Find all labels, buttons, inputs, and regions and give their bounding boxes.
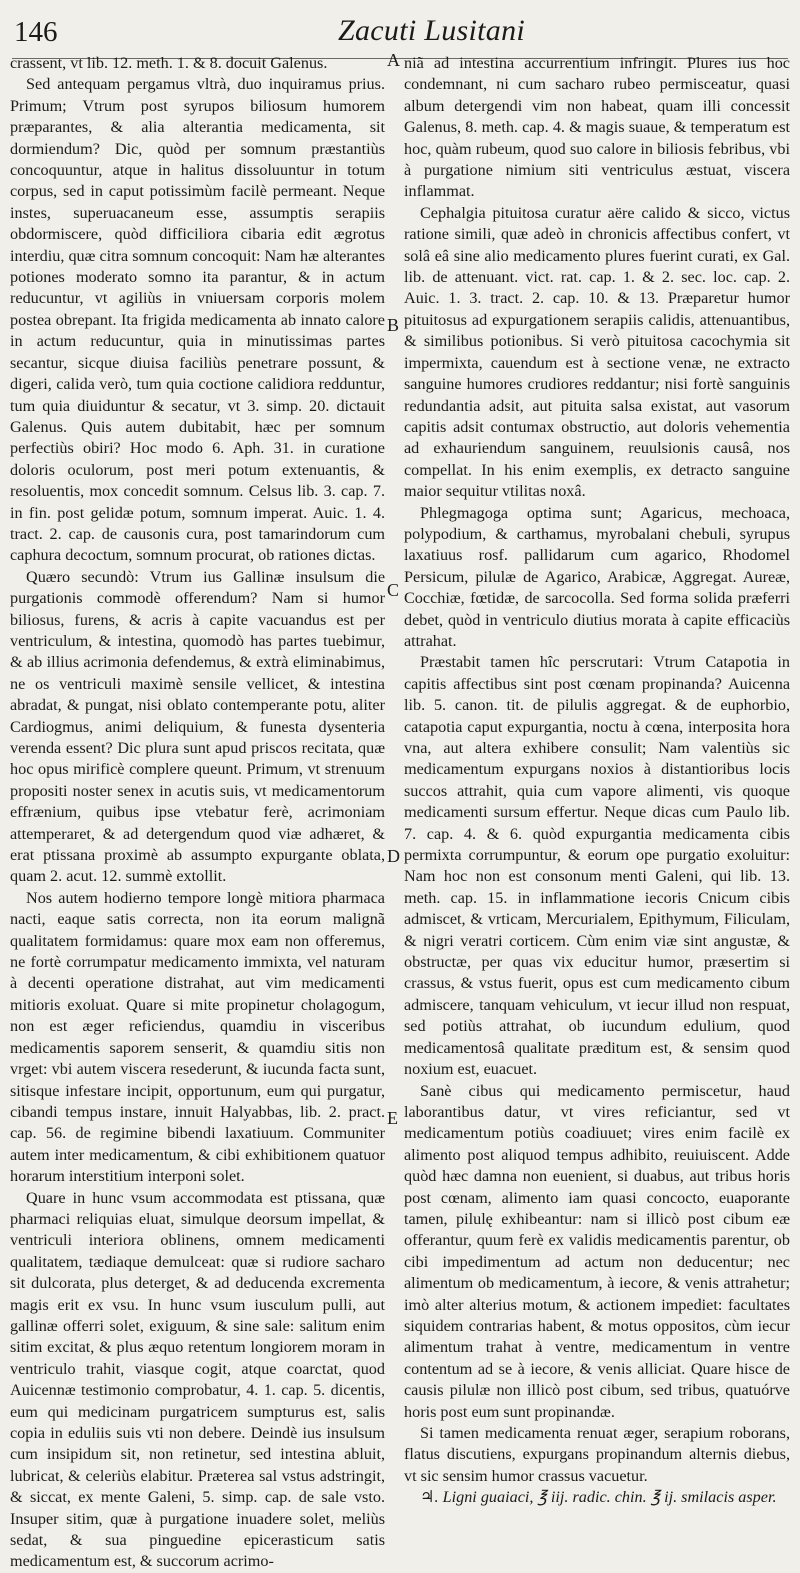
margin-letter-e: E — [387, 1108, 398, 1128]
left-column — [10, 53, 385, 1573]
paragraph: crassent, vt lib. 12. meth. 1. & 8. docuit Galenus. — [10, 54, 328, 72]
paragraph: Nos autem hodierno tempore longè mitiora pharmaca nacti, eaque satis correcta, non ita eorum malignã qualitatem formidamus: quare mox eam non offeremus, ne fortè corrumpatur medicamento immixta, vel naturam à decenti operatione distrahat, aut vim medicamenti mitioris exoluat. Quare si mite propinetur cholagogum, non est æger reficiendus, quamdiu in visceribus medicamentis saporem senserit, & quamdiu sitis non vrget: vbi autem viscera resederunt, & iucunda facta sunt, sitisque infestare incipit, opportunum, eum qui purgatur, cibandi tempus instare, innuit Halyabbas, lib. 2. pract. cap. 56. de regimine bibendi laxatiuum. Communiter autem inter medicamentum, & cibi exhibitionem quatuor horarum interstitium interponi solet. — [10, 888, 385, 1186]
margin-letter-a: A — [387, 50, 400, 70]
paragraph: Quare in hunc vsum accommodata est ptissana, quæ pharmaci reliquias eluat, simulque deorsum impellat, & ventriculi interiora oblinens, omnem medicamenti qualitatem, tædiaque demulceat: quæ si rudiore sacharo sit dulcorata, plus deterget, & ad deducenda excrementa magis erit ex vsu. In hunc vsum iusculum pulli, aut gallinæ offerri solet, exiguum, & sine sale: salitum enim sitim excitat, & plus æquo retentum longiorem moram in ventriculo trahit, viasque cogit, atque coarctat, quod Auicennæ testimonio comprobatur, 4. 1. cap. 5. dicentis, eum qui medicinam purgatricem sumpturus est, salis copia in eduliis suis vti non debere. Deindè ius insulsum cum insipidum sit, non retinetur, sed intestina abluit, lubricat, & celeriùs elabitur. Præterea sal vstus adstringit, & siccat, ex mente Galeni, 5. simp. cap. de sale vsto. Insuper sitim, quæ à purgatione inuadere solet, meliùs sedat, & sua pinguedine epicerasticum satis medicamentum est, & succorum acrimo- — [10, 1188, 385, 1571]
margin-letter-b: B — [387, 315, 400, 335]
recipe-line: ♃. Ligni guaiaci, ℥ iij. radic. chin. ℥ ij. smilacis asper. — [420, 1488, 777, 1507]
paragraph: Sed antequam pergamus vltrà, duo inquiramus prius. Primum; Vtrum post syrupos biliosum humorem præparantes, & alia alterantia medicamenta, sit dormiendum? Dic, quòd per somnum præstantiùs concoquuntur, atque in halitus dissoluuntur in totum corpus, sed in caput potissimùm facilè permeant. Neque instes, superuacaneum esse, assumptis serapiis obdormiscere, quòd difficiliora cibaria edit ægrotus interdiu, quæ citra somnum concoquit: Nam hæ alterantes potiones moderato somno ita parantur, & in actum reducuntur, vt agiliùs in vniuersam corporis molem postea obrepant. Ita frigida medicamenta ab innato calore in actum reducuntur, quia in minutissimas partes secantur, sicque diuisa faciliùs penetrare possunt, & digeri, calida verò, tum quia coctione calidiora redduntur, tum quia diuiduntur & secatur, vt 3. simp. 20. dictauit Galenus. Quis autem dubitabit, hæc per somnum perfectiùs obiri? Hoc modo 6. Aph. 31. in curatione doloris oculorum, post meri potum extenuantis, & resoluentis, mox concedit somnum. Celsus lib. 3. cap. 7. in fin. post gelidæ potum, somnum imperat. Auic. 1. 4. tract. 2. cap. de causonis cura, post tamarindorum cum caphura decoctum, somnum procurat, ob rationes dictas. — [10, 75, 385, 565]
paragraph: Quæro secundò: Vtrum ius Gallinæ insulsum die purgationis commodè offerendum? Nam si humor biliosus, furens, & acris à capite vacuandus est per ventriculum, & intestina, quomodò has partes tuebimur, & ab illius acrimonia defendemus, & extrà eliminabimus, ne os ventriculi maximè sensile vellicet, & intestina abradat, & pungat, nisi oblato contemperante potu, aliter Cardiogmus, animi deliquium, & funesta dysenteria verenda essent? Dic plura sunt apud priscos recitata, quæ hoc opus mirificè complere queunt. Primum, vt strenuum propositi noster senex in acutis suis, vt medicamentorum effrænium, quibus ipse vtebatur ferè, acrimoniam attemperaret, & ad detergendum quod viæ adhæret, & erat ptissana proximè ab assumpto expurgante oblata, quam 2. acut. 12. summè extollit. — [10, 567, 385, 886]
paragraph: Sanè cibus qui medicamento permiscetur, haud laborantibus datur, vt vires reficiantur, sed vt medicamentum potiùs coadiuuet; vires enim facilè ex alimento post aliquod tempus adhibito, reuiuiscent. Adde quòd hæc damna non euenient, si duabus, aut tribus horis post cœnam, alimento iam quasi concocto, euaporante tamen, pilulę exhibeantur: nam si illicò post cibum eæ offerantur, quum ferè ex validis medicamentis parentur, ob cibi impedimentum ad actum non deducentur; nec alimentum ob medicamentum, à iecore, & venis attrahetur; imò alter alterius motum, & actionem impediet: facultates siquidem contrarias habent, & motus oppositos, cùm iecur alimentum trahat à ventre, medicamentum in ventre contentum ad se à iecore, & venis alliciat. Quare hisce de causis pilulæ non illicò post cibum, sed tribus, quatuórve horis post eum sunt propinandæ. — [404, 1081, 790, 1421]
margin-letter-d: D — [387, 846, 400, 866]
paragraph: Præstabit tamen hîc perscrutari: Vtrum Catapotia in capitis affectibus sint post cœnam propinanda? Auicenna lib. 5. canon. tit. de pilulis aggregat. & de euphorbio, catapotia caput expurgantia, noctu à cœna, interposita hora vna, aut altera exhibere consulit; Nam valentiùs sic medicamentum expurgans noxios à distantioribus locis succos attrahit, quia cum vapore alimenti, vis quoque medicamenti sursum effertur. Neque dicas cum Paulo lib. 7. cap. 4. & 6. quòd expurgantia medicamenta cibis permixta corrumpuntur, & eorum ope purgatio exoluitur: Nam hoc non est consonum menti Galeni, qui lib. 13. meth. cap. 15. in inflammatione iecoris Cnicum cibis admiscet, & vrticam, Mercurialem, Epithymum, Filiculam, & nigri veratri corticem. Cùm enim viæ sint angustæ, & obstructæ, per quas vix educitur humor, præsertim si crassus, & vstus fuerit, opus est cum medicamento cibum admiscere, tanquam vehiculum, vt iecur illud non respuat, sed potiùs attrahat, ob iucundum edulium, quod medicamentosâ qualitate præditum est, & sensim quod noxium est, euacuet. — [404, 653, 790, 1079]
right-column — [404, 53, 790, 1509]
paragraph: Si tamen medicamenta renuat æger, serapium roborans, flatus discutiens, expurgans propinandum alternis diebus, vt sic sensim humor crassus vacuetur. — [404, 1424, 790, 1485]
running-head: Zacuti Lusitani — [338, 14, 526, 47]
paragraph: Phlegmagoga optima sunt; Agaricus, mechoaca, polypodium, & carthamus, myrobalani chebuli, syrupus laxatiuus rosf. pallidarum cum agarico, Rhodomel Persicum, pilulæ de Agarico, Arabicæ, Aggregat. Aureæ, Cocchiæ, fœtidæ, de sarcocolla. Sed forma solida præferri debet, quòd in ventriculo diutius morata à capite efficaciùs attrahat. — [404, 503, 790, 650]
paragraph: niã ad intestina accurrentium infringit. Plures ius hoc condemnant, ni cum sacharo rubeo permisceatur, quasi album detergendi vim non habeat, quam illi concessit Galenus, 8. meth. cap. 4. & magis suaue, & temperatum est hoc, quàm rubeum, quod suo calore in biliosis febribus, vbi à purgatione nimium siti ventriculus æstuat, viscera inflammat. — [404, 54, 790, 201]
margin-letter-c: C — [387, 580, 400, 600]
page-number: 146 — [14, 16, 58, 48]
paragraph: Cephalgia pituitosa curatur aëre calido & sicco, victus ratione simili, quæ adeò in chronicis affectibus confert, vt solâ eâ sine alio medicamento plures fuerint curati, ex Gal. lib. de attenuant. vict. rat. cap. 1. & 2. sec. loc. cap. 2. Auic. 1. 3. tract. 2. cap. 10. & 13. Præparetur humor pituitosus ad expurgationem serapiis calidis, attenuantibus, & similibus potionibus. Si verò pituitosa cacochymia sit impermixta, cauendum est à sectione venæ, ne extracto sanguine humores crudiores reddantur; nisi fortè sanguinis redundantia adsit, aut pituita salsa existat, aut vasorum capitis adsit contumax obstructio, aut doloris vehementia ad exhauriendum sanguinem, reuulsionis causâ, nos compellat. In his enim exemplis, ex detracto sanguine maior sequitur vtilitas noxâ. — [404, 203, 790, 501]
